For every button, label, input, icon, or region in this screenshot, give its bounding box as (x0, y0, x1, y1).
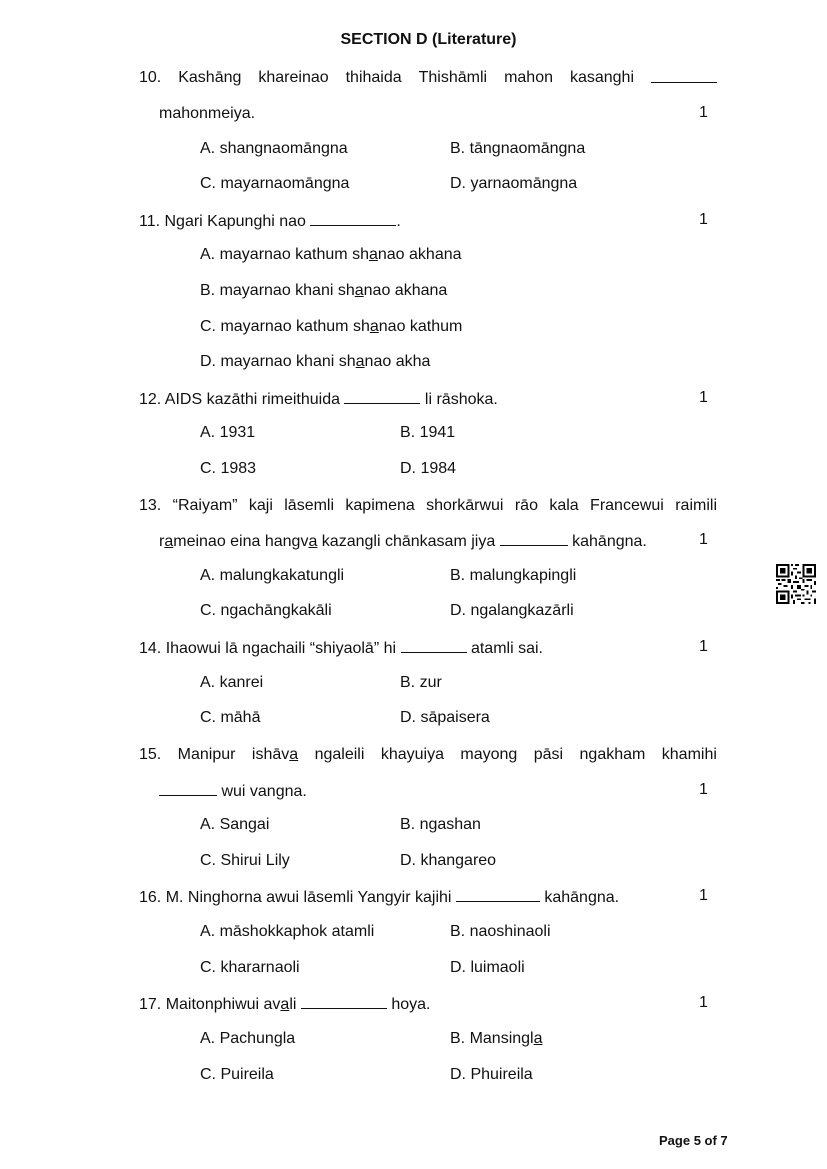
question-13 (139, 496, 717, 550)
q10-word: Thishāmli (418, 69, 488, 86)
q11-option-c: C. mayarnao kathum shanao kathum (200, 318, 463, 335)
q13-word: lāsemli (284, 497, 335, 514)
q15-option-d: D. khangareo (400, 852, 497, 869)
q13-word: kapimena (345, 497, 415, 514)
q11-mark: 1 (699, 211, 708, 228)
q17-text: 17. Maitonphiwui avali (139, 996, 297, 1013)
q11-option-a: A. mayarnao kathum shanao akhana (200, 246, 462, 263)
q15-word: ishāva (251, 746, 299, 763)
q12-option-c: C. 1983 (200, 460, 257, 477)
q13-word: Francewui (590, 497, 664, 514)
q16-option-c: C. khararnaoli (200, 959, 300, 976)
q16-text: 16. M. Ninghorna awui lāsemli Yangyir kajihi (139, 889, 452, 906)
q17-option-b: B. Mansingla (450, 1030, 543, 1047)
q12-option-d: D. 1984 (400, 460, 457, 477)
page-number: Page 5 of 7 (659, 1133, 728, 1148)
question-15 (139, 745, 717, 800)
q10-word: kasanghi (569, 69, 634, 86)
q12-text-end: li rāshoka. (424, 391, 498, 408)
q14-option-c: C. māhā (200, 709, 261, 726)
q10-option-a: A. shangnaomāngna (200, 140, 348, 157)
q15-line2: wui vangna. (159, 781, 307, 802)
q16-option-b: B. naoshinaoli (450, 923, 551, 940)
q13-mark: 1 (699, 531, 708, 548)
q15-word: ngakham (579, 746, 646, 763)
q13-word: rāo (514, 497, 538, 514)
q13-word: shorkārwui (426, 497, 504, 514)
q14-option-a: A. kanrei (200, 674, 264, 691)
q14-option-b: B. zur (400, 674, 442, 691)
q12-option-a: A. 1931 (200, 424, 256, 441)
q15-option-a: A. Sangai (200, 816, 270, 833)
q13-option-c: C. ngachāngkakāli (200, 602, 332, 619)
section-title: SECTION D (Literature) (340, 31, 517, 48)
q11-option-d: D. mayarnao khani shanao akha (200, 353, 431, 370)
answer-blank (651, 68, 717, 83)
q10-word: mahon (504, 69, 553, 86)
q11-text: 11. Ngari Kapunghi nao (139, 213, 306, 230)
q12-text: 12. AIDS kazāthi rimeithuida (139, 391, 340, 408)
q15-option-b: B. ngashan (400, 816, 481, 833)
q15-word: mayong (460, 746, 518, 763)
q16-text-end: kahāngna. (544, 889, 620, 906)
answer-blank (310, 211, 396, 226)
q14-mark: 1 (699, 638, 708, 655)
q17-option-a: A. Pachungla (200, 1030, 296, 1047)
q16-option-d: D. luimaoli (450, 959, 525, 976)
q13-word: kala (549, 497, 579, 514)
q15-option-c: C. Shirui Lily (200, 852, 290, 869)
q10-word: thihaida (345, 69, 402, 86)
question-11 (139, 211, 717, 232)
q12-option-b: B. 1941 (400, 424, 456, 441)
q13-line2: rameinao eina hangva kazangli chānkasam jiya kahāngna. (159, 533, 647, 550)
q16-mark: 1 (699, 887, 708, 904)
q13-word: 13. (139, 497, 162, 514)
q13-word: “Raiyam” (172, 497, 238, 514)
q11-text-end: . (396, 213, 401, 230)
q10-option-b: B. tāngnaomāngna (450, 140, 586, 157)
q15-word: pāsi (533, 746, 564, 763)
q13-option-a: A. malungkakatungli (200, 567, 345, 584)
q10-word: khareinao (258, 69, 329, 86)
q15-word: khamihi (661, 746, 717, 763)
q12-mark: 1 (699, 389, 708, 406)
question-16 (139, 887, 717, 908)
q13-option-b: B. malungkapingli (450, 567, 577, 584)
q17-text-end: hoya. (391, 996, 431, 1013)
q10-option-d: D. yarnaomāngna (450, 175, 578, 192)
q10-word: 10. (139, 69, 162, 86)
q15-word: ngaleili (314, 746, 365, 763)
q14-text-end: atamli sai. (470, 640, 543, 657)
q10-mark: 1 (699, 104, 708, 121)
q10-line2: mahonmeiya. (159, 105, 256, 122)
q15-word: khayuiya (380, 746, 444, 763)
q13-option-d: D. ngalangkazārli (450, 602, 574, 619)
question-12 (139, 389, 717, 410)
answer-blank (344, 389, 420, 404)
answer-blank (456, 887, 540, 902)
q16-option-a: A. māshokkaphok atamli (200, 923, 375, 940)
q13-word: raimili (675, 497, 717, 514)
q14-text: 14. Ihaowui lā ngachaili “shiyaolā” hi (139, 640, 397, 657)
q13-word: kaji (248, 497, 273, 514)
q15-mark: 1 (699, 781, 708, 798)
question-17 (139, 994, 717, 1015)
q17-mark: 1 (699, 994, 708, 1011)
answer-blank (401, 638, 467, 653)
qr-code-icon (776, 564, 816, 604)
question-10 (139, 68, 717, 122)
q17-option-d: D. Phuireila (450, 1066, 533, 1083)
q10-word: Kashāng (178, 69, 242, 86)
answer-blank (301, 994, 387, 1009)
q14-option-d: D. sāpaisera (400, 709, 490, 726)
q15-word: Manipur (177, 746, 236, 763)
q17-option-c: C. Puireila (200, 1066, 274, 1083)
answer-blank (500, 531, 568, 546)
q10-option-c: C. mayarnaomāngna (200, 175, 350, 192)
q11-option-b: B. mayarnao khani shanao akhana (200, 282, 448, 299)
q15-word: 15. (139, 746, 162, 763)
answer-blank (159, 781, 217, 796)
question-14 (139, 638, 717, 659)
